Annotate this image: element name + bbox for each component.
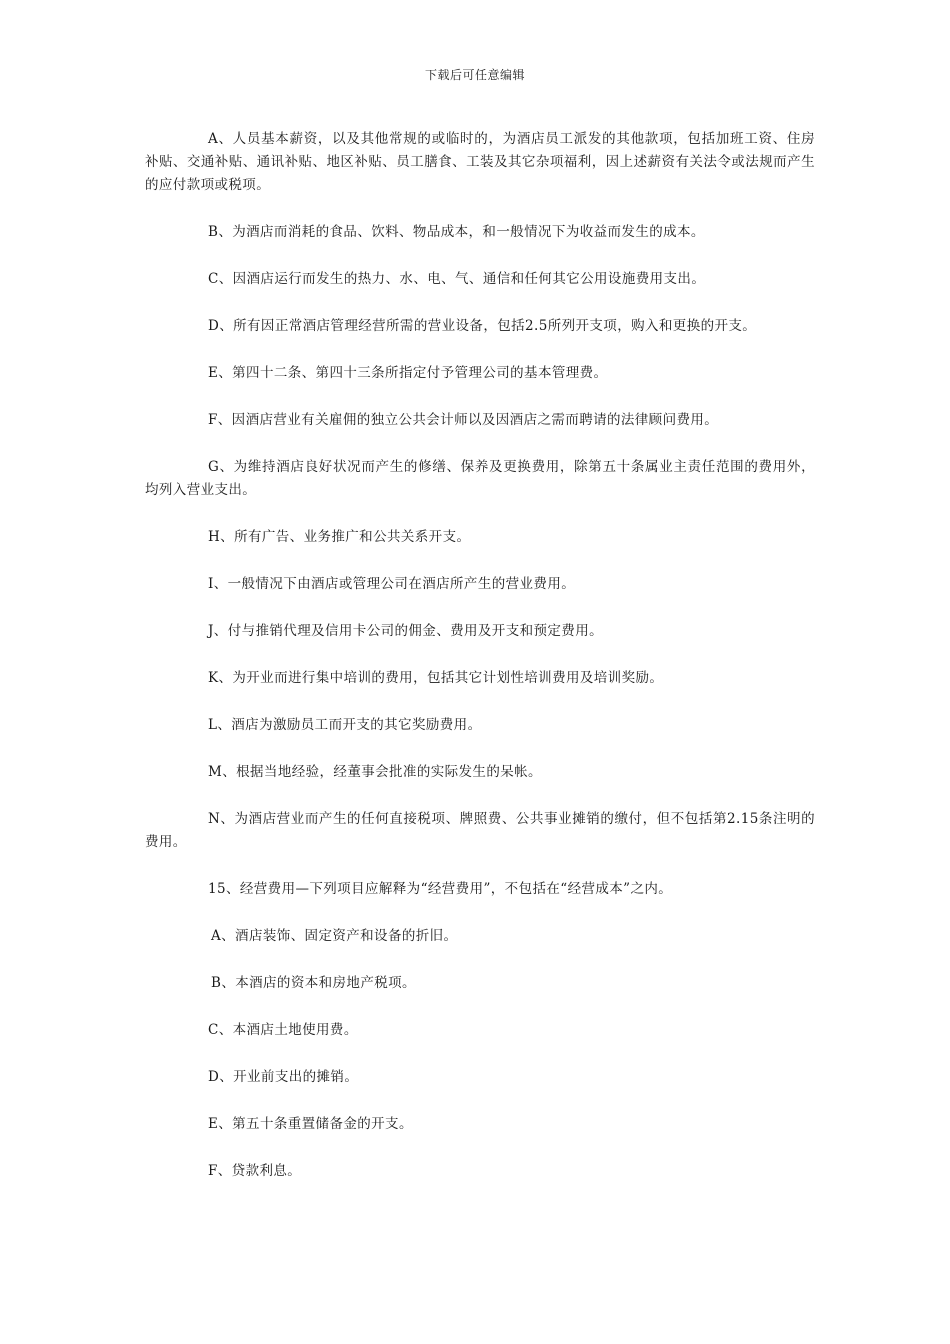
paragraph-a: A、人员基本薪资，以及其他常规的或临时的，为酒店员工派发的其他款项，包括加班工资、住房补贴、交通补贴、通讯补贴、地区补贴、员工膳食、工装及其它杂项福利，因上述薪资有关法令或法规而产生的应付款项或税项。 [145,131,815,193]
paragraph-c: C、因酒店运行而发生的热力、水、电、气、通信和任何其它公用设施费用支出。 [208,271,706,287]
expense-item-f: F、贷款利息。 [208,1163,302,1179]
expense-item-d: D、开业前支出的摊销。 [208,1069,359,1085]
expense-item-a: A、酒店装饰、固定资产和设备的折旧。 [211,928,458,944]
paragraph-j: J、付与推销代理及信用卡公司的佣金、费用及开支和预定费用。 [208,623,604,639]
paragraph-l: L、酒店为激励员工而开支的其它奖励费用。 [208,717,482,733]
paragraph-n: N、为酒店营业而产生的任何直接税项、牌照费、公共事业摊销的缴付，但不包括第2.15条注明的费用。 [145,811,815,850]
expense-item-e: E、第五十条重置储备金的开支。 [208,1116,413,1132]
expense-item-c: C、本酒店土地使用费。 [208,1022,358,1038]
paragraph-h: H、所有广告、业务推广和公共关系开支。 [208,529,471,545]
page-header: 下载后可任意编辑 [424,68,525,82]
paragraph-m: M、根据当地经验，经董事会批准的实际发生的呆帐。 [208,764,542,780]
paragraph-f: F、因酒店营业有关雇佣的独立公共会计师以及因酒店之需而聘请的法律顾问费用。 [208,412,719,428]
section-15-heading: 15、经营费用—下列项目应解释为“经营费用”，不包括在“经营成本”之内。 [208,881,673,897]
paragraph-k: K、为开业而进行集中培训的费用，包括其它计划性培训费用及培训奖励。 [208,670,664,686]
paragraph-d: D、所有因正常酒店管理经营所需的营业设备，包括2.5所列开支项，购入和更换的开支。 [208,318,757,334]
paragraph-e: E、第四十二条、第四十三条所指定付予管理公司的基本管理费。 [208,365,608,381]
paragraph-g: G、为维持酒店良好状况而产生的修缮、保养及更换费用，除第五十条属业主责任范围的费用外，均列入营业支出。 [145,459,815,498]
paragraph-i: I、一般情况下由酒店或管理公司在酒店所产生的营业费用。 [208,576,576,592]
paragraph-b: B、为酒店而消耗的食品、饮料、物品成本，和一般情况下为收益而发生的成本。 [208,224,705,240]
document-body [145,128,815,1183]
expense-item-b: B、本酒店的资本和房地产税项。 [211,975,416,991]
